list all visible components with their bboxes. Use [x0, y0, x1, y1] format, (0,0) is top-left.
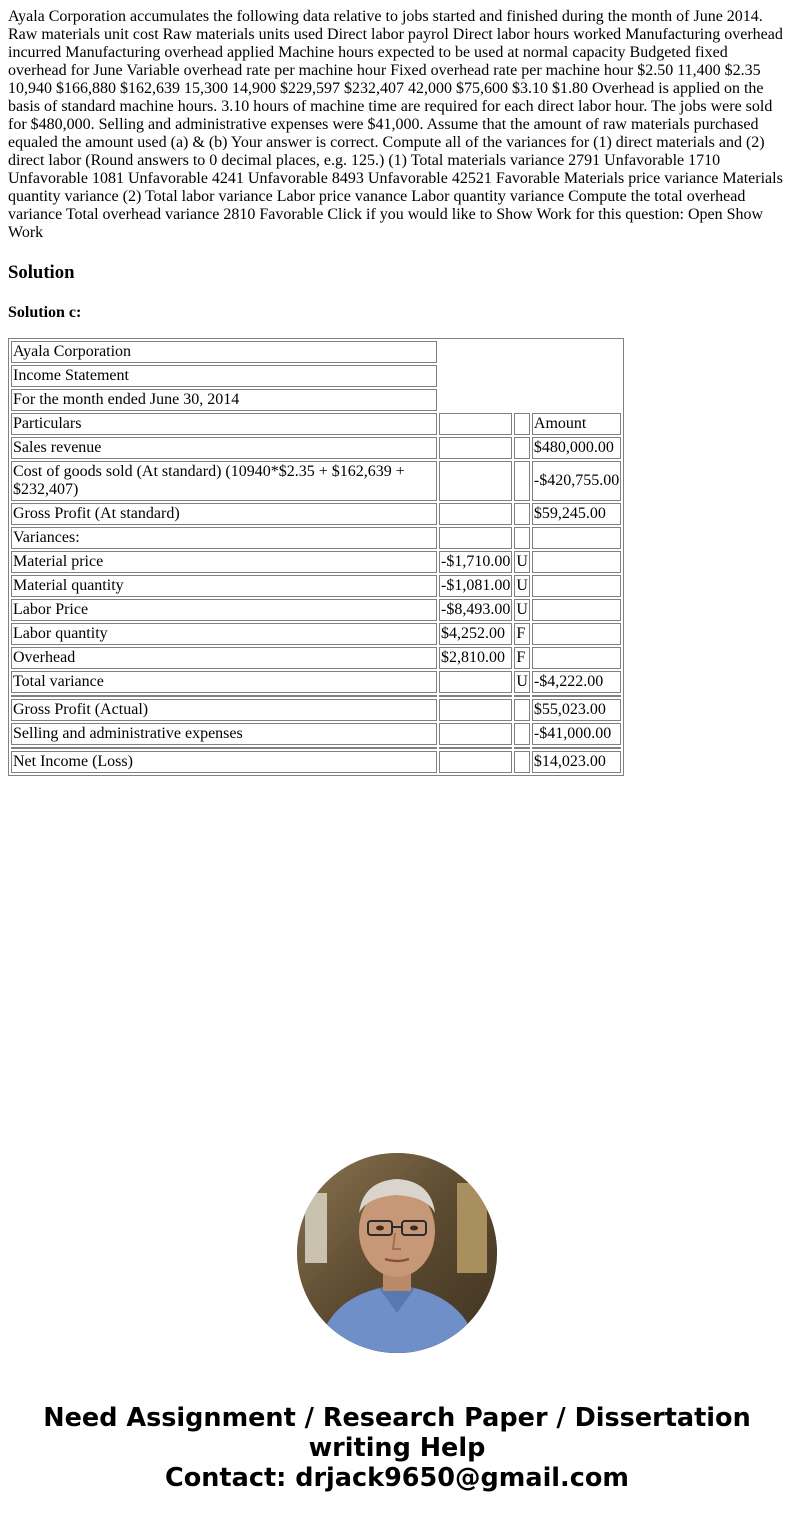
row-value: $2,810.00 [439, 647, 512, 669]
row-label: Gross Profit (Actual) [11, 699, 437, 721]
spacer-row [11, 747, 621, 749]
promo-line-2: writing Help [308, 1433, 486, 1463]
row-flag [514, 461, 530, 501]
row-amount [532, 695, 621, 697]
promo-block [0, 1153, 794, 1493]
row-label: Cost of goods sold (At standard) (10940*$2.35 + $162,639 + $232,407) [11, 461, 437, 501]
table-row [11, 623, 621, 645]
row-value: -$1,081.00 [439, 575, 512, 597]
table-row [11, 437, 621, 459]
row-amount: -$4,222.00 [532, 671, 621, 693]
table-row [11, 699, 621, 721]
row-amount [532, 747, 621, 749]
row-flag [514, 413, 530, 435]
statement-title-cell: Income Statement [11, 365, 437, 387]
row-value [439, 671, 512, 693]
row-flag [514, 747, 530, 749]
row-label [11, 695, 437, 697]
question-text: Ayala Corporation accumulates the following data relative to jobs started and finished during the month of June 2014. Raw materials unit cost Raw materials units used Direct labor payrol Direct labor hours worked Manufacturing overhead incurred Manufacturing overhead applied Machine hours expected to be used at normal capacity Budgeted fixed overhead for June Variable overhead rate per machine hour Fixed overhead rate per machine hour $2.50 11,400 $2.35 10,940 $166,880 $162,639 15,300 14,900 $229,597 $232,407 42,000 $75,600 $3.10 $1.80 Overhead is applied on the basis of standard machine hours. 3.10 hours of machine time are required for each direct labor hour. The jobs were sold for $480,000. Selling and administrative expenses were $41,000. Assume that the amount of raw materials purchased equaled the amount used (a) & (b) Your answer is correct. Compute all of the variances for (1) direct materials and (2) direct labor (Round answers to 0 decimal places, e.g. 125.) (1) Total materials variance 2791 Unfavorable 1710 Unfavorable 1081 Unfavorable 4241 Unfavorable 8493 Unfavorable 42521 Favorable Materials price variance Materials quantity variance (2) Total labor variance Labor price vanance Labor quantity variance Compute the total overhead variance Total overhead variance 2810 Favorable Click if you would like to Show Work for this question: Open Show Work [8, 8, 783, 241]
row-amount: $480,000.00 [532, 437, 621, 459]
row-amount [532, 599, 621, 621]
row-label: Material quantity [11, 575, 437, 597]
row-label: Labor quantity [11, 623, 437, 645]
row-value [439, 413, 512, 435]
row-amount: $59,245.00 [532, 503, 621, 525]
row-flag: F [514, 647, 530, 669]
row-value [439, 437, 512, 459]
row-amount [532, 551, 621, 573]
row-label [11, 747, 437, 749]
row-amount: -$420,755.00 [532, 461, 621, 501]
table-row [11, 527, 621, 549]
row-amount [532, 623, 621, 645]
solution-heading: Solution [8, 262, 75, 283]
row-value [439, 503, 512, 525]
income-statement-table [8, 338, 624, 776]
table-row [11, 671, 621, 693]
table-row [11, 551, 621, 573]
table-row [11, 341, 621, 363]
row-value [439, 699, 512, 721]
row-value [439, 723, 512, 745]
row-label: Sales revenue [11, 437, 437, 459]
row-value [439, 751, 512, 773]
row-label: Particulars [11, 413, 437, 435]
spacer-row [11, 695, 621, 697]
avatar [297, 1153, 497, 1353]
row-amount [532, 647, 621, 669]
row-value [439, 695, 512, 697]
row-flag [514, 437, 530, 459]
row-flag: F [514, 623, 530, 645]
row-value: $4,252.00 [439, 623, 512, 645]
table-row [11, 461, 621, 501]
row-flag: U [514, 551, 530, 573]
row-label: Net Income (Loss) [11, 751, 437, 773]
solution-subheading: Solution c: [8, 304, 82, 321]
row-label: Labor Price [11, 599, 437, 621]
row-flag [514, 695, 530, 697]
table-row [11, 723, 621, 745]
row-amount: -$41,000.00 [532, 723, 621, 745]
table-row [11, 503, 621, 525]
row-amount: $55,023.00 [532, 699, 621, 721]
avatar-portrait [297, 1153, 497, 1353]
row-flag [514, 503, 530, 525]
row-flag [514, 699, 530, 721]
row-label: Variances: [11, 527, 437, 549]
table-row [11, 751, 621, 773]
promo-text [0, 1403, 794, 1493]
row-flag [514, 751, 530, 773]
statement-period-cell: For the month ended June 30, 2014 [11, 389, 437, 411]
row-flag: U [514, 599, 530, 621]
table-row [11, 599, 621, 621]
row-label: Overhead [11, 647, 437, 669]
row-value: -$8,493.00 [439, 599, 512, 621]
table-row [11, 413, 621, 435]
row-label: Selling and administrative expenses [11, 723, 437, 745]
row-label: Total variance [11, 671, 437, 693]
row-amount: $14,023.00 [532, 751, 621, 773]
row-flag: U [514, 671, 530, 693]
table-row [11, 575, 621, 597]
row-label: Material price [11, 551, 437, 573]
row-amount: Amount [532, 413, 621, 435]
promo-line-3: Contact: drjack9650@gmail.com [165, 1463, 629, 1493]
row-flag [514, 723, 530, 745]
row-value [439, 747, 512, 749]
row-amount [532, 575, 621, 597]
promo-line-1: Need Assignment / Research Paper / Dissertation [43, 1403, 751, 1433]
row-amount [532, 527, 621, 549]
table-row [11, 647, 621, 669]
row-flag [514, 527, 530, 549]
row-label: Gross Profit (At standard) [11, 503, 437, 525]
row-value [439, 461, 512, 501]
row-value [439, 527, 512, 549]
row-flag: U [514, 575, 530, 597]
row-value: -$1,710.00 [439, 551, 512, 573]
company-name-cell: Ayala Corporation [11, 341, 437, 363]
